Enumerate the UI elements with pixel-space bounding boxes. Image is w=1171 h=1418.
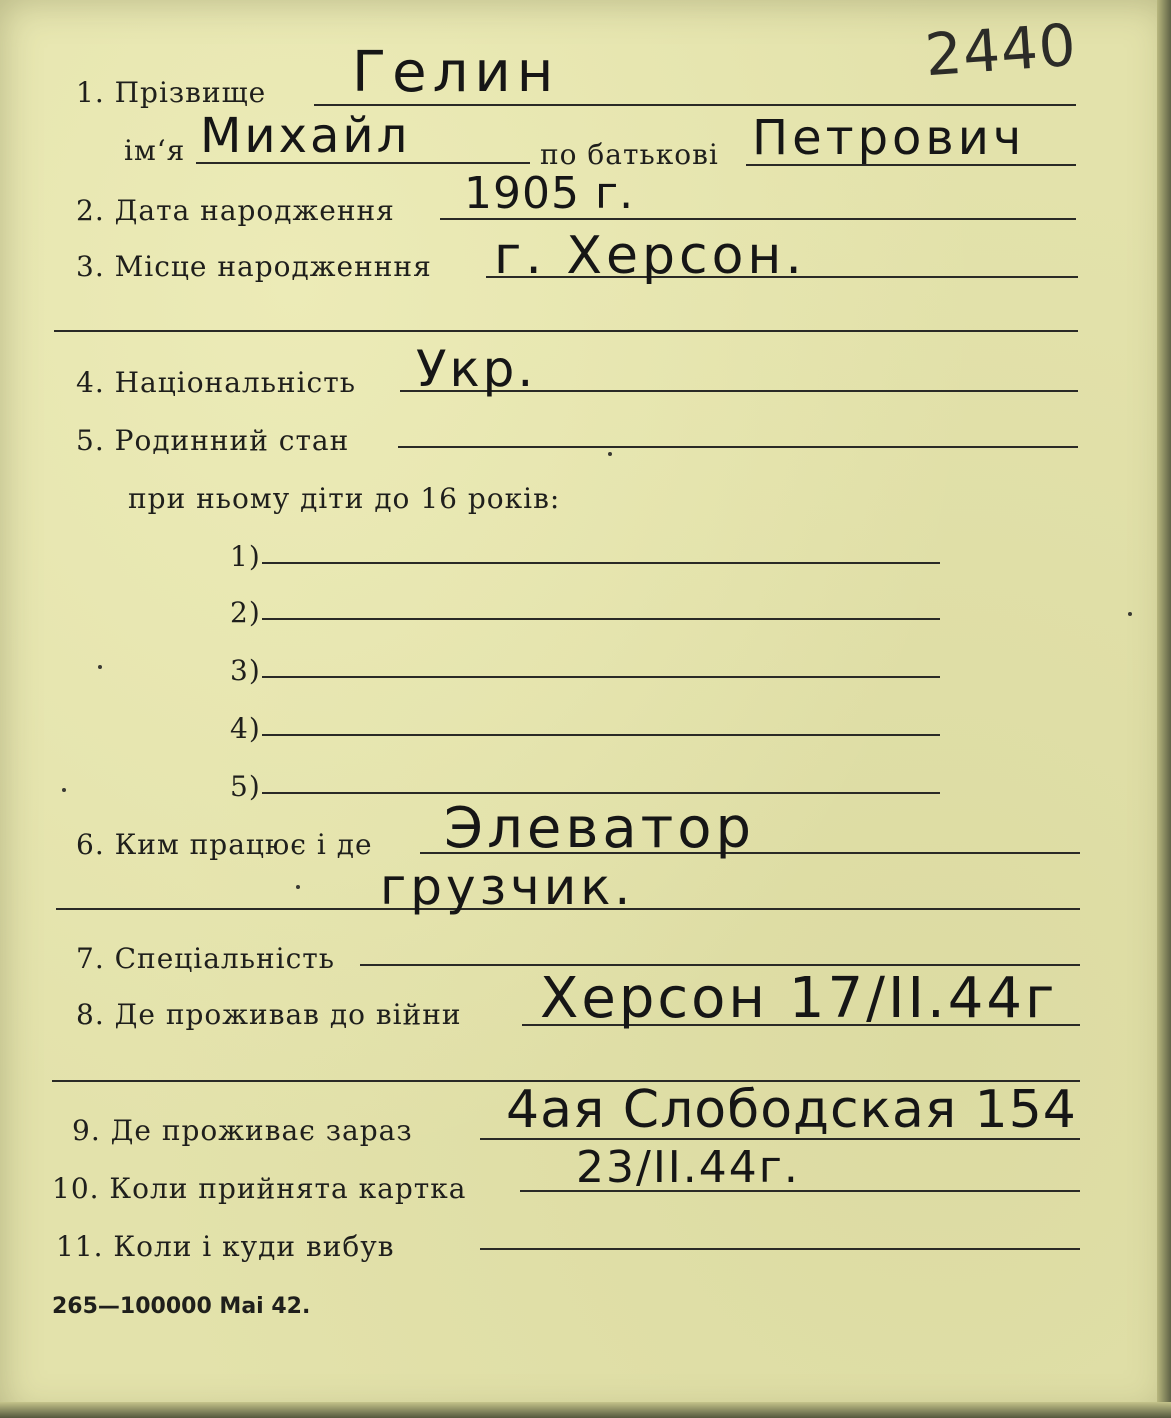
card-accepted-value: 23/II.44г. bbox=[576, 1142, 800, 1193]
paper-speck bbox=[62, 788, 66, 792]
child-item-2-label: 2) bbox=[230, 596, 261, 629]
prewar-residence-value: Херсон 17/II.44г bbox=[540, 966, 1058, 1031]
birth-place-line-2 bbox=[54, 330, 1078, 332]
child-item-5-label: 5) bbox=[230, 770, 261, 803]
card-edge-bottom bbox=[0, 1402, 1171, 1418]
name-value: Михайл bbox=[200, 108, 411, 164]
paper-speck bbox=[98, 665, 102, 669]
child-item-1-line bbox=[262, 562, 940, 564]
children-label: при ньому діти до 16 років: bbox=[128, 482, 561, 515]
nationality-label: 4. Національність bbox=[76, 366, 356, 399]
child-item-5-line bbox=[262, 792, 940, 794]
current-residence-value: 4ая Слободская 154 bbox=[506, 1080, 1077, 1140]
child-item-4-label: 4) bbox=[230, 712, 261, 745]
work-value-2: грузчик. bbox=[380, 858, 635, 916]
marital-status-line bbox=[398, 446, 1078, 448]
child-item-3-line bbox=[262, 676, 940, 678]
nationality-value: Укр. bbox=[416, 340, 537, 398]
child-item-2-line bbox=[262, 618, 940, 620]
paper-speck bbox=[1128, 612, 1132, 616]
work-value: Элеватор bbox=[444, 796, 756, 861]
departed-line bbox=[480, 1248, 1080, 1250]
departed-label: 11. Коли і куди вибув bbox=[56, 1230, 395, 1263]
print-footer: 265—100000 Mai 42. bbox=[52, 1294, 311, 1319]
patronymic-value: Петрович bbox=[752, 110, 1026, 166]
work-label: 6. Ким працює і де bbox=[76, 828, 373, 861]
child-item-1-label: 1) bbox=[230, 540, 261, 573]
birth-date-value: 1905 г. bbox=[464, 168, 635, 219]
current-residence-label: 9. Де проживає зараз bbox=[72, 1114, 413, 1147]
surname-value: Гелин bbox=[352, 40, 560, 105]
paper-speck bbox=[608, 452, 612, 456]
birth-date-label: 2. Дата народження bbox=[76, 194, 395, 227]
specialty-label: 7. Спеціальність bbox=[76, 942, 335, 975]
marital-status-label: 5. Родинний стан bbox=[76, 424, 350, 457]
surname-label: 1. Прізвище bbox=[76, 76, 267, 109]
child-item-4-line bbox=[262, 734, 940, 736]
name-label: ім‘я bbox=[124, 134, 186, 167]
prewar-residence-label: 8. Де проживав до війни bbox=[76, 998, 462, 1031]
archive-number: 2440 bbox=[922, 10, 1079, 90]
birth-place-value: г. Херсон. bbox=[494, 226, 806, 286]
child-item-3-label: 3) bbox=[230, 654, 261, 687]
patronymic-label: по батькові bbox=[540, 138, 719, 171]
paper-speck bbox=[296, 885, 300, 889]
card-edge-right bbox=[1157, 0, 1171, 1418]
birth-place-label: 3. Місце народженння bbox=[76, 250, 432, 283]
card-accepted-label: 10. Коли прийнята картка bbox=[52, 1172, 467, 1205]
